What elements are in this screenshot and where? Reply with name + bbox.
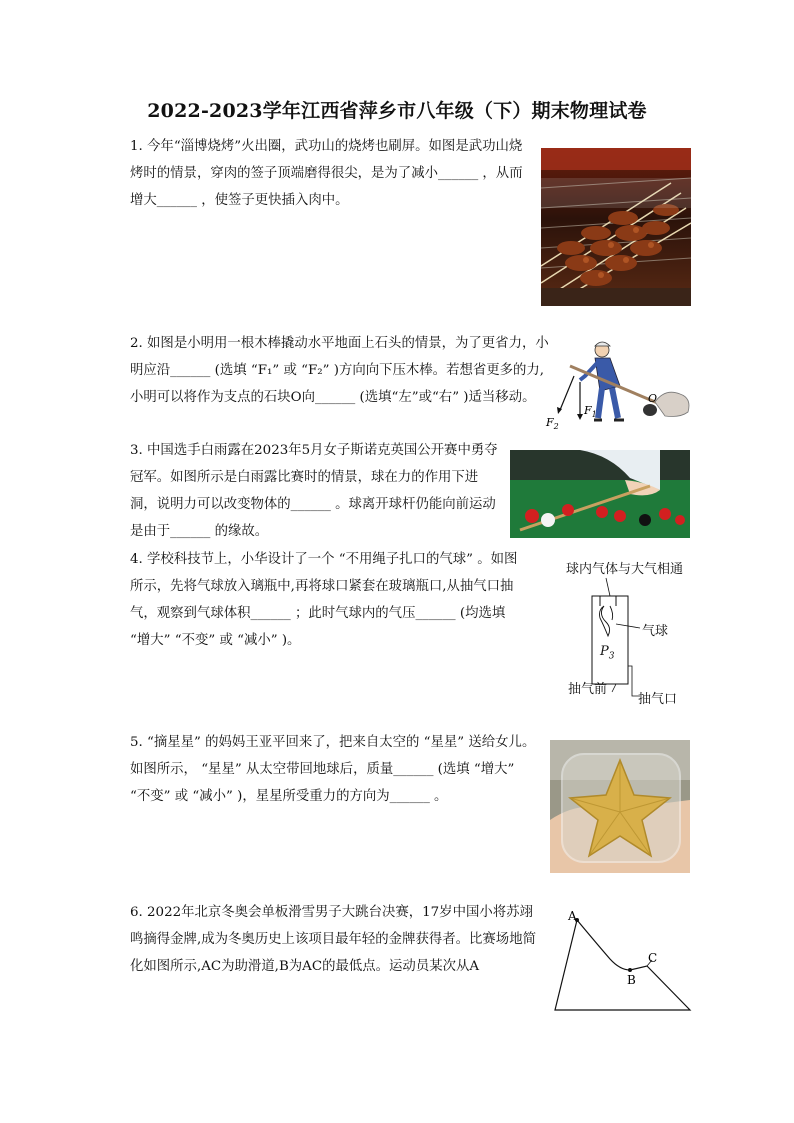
question-3: 3. 中国选手白雨露在2023年5月女子斯诺克英国公开赛中勇夺冠军。如图所示是白雨露比赛时的情景，球在力的作用下进洞，说明力可以改变物体的______ 。球离开球杆仍能向前运动是由于______ 的缘故。 <box>130 443 498 539</box>
pressure-label: $P_3$ <box>600 644 615 662</box>
ramp-figure <box>552 904 697 1014</box>
question-5: 5. “摘星星” 的妈妈王亚平回来了，把来自太空的 “星星” 送给女儿。如图所示， “星星” 从太空带回地球后，质量______ (选填 “增大” “不变” 或 “减小” )，星星所受重力的方向为______ 。 <box>130 735 536 804</box>
question-2: 2. 如图是小明用一根木棒撬动水平地面上石头的情景，为了更省力，小明应沿______ (选填 “F₁” 或 “F₂” )方向向下压木棒。若想省更多的力,小明可以将作为支点的石块O向______ (选填“左”或“右” )适当移动。 <box>130 336 549 405</box>
lever-f1-label: $F_1$ <box>584 404 597 419</box>
lever-f2-label: $F_2$ <box>546 416 559 431</box>
page-title: 2022-2023学年江西省萍乡市八年级（下）期末物理试卷 <box>147 100 647 122</box>
before-pumping-label: 抽气前 <box>568 682 608 697</box>
question-6: 6. 2022年北京冬奥会单板滑雪男子大跳台决赛，17岁中国小将苏翊鸣摘得金牌,成为冬奥历史上该项目最年轻的金牌获得者。比赛场地简化如图所示,AC为助滑道,B为AC的最低点。运动员某次从A <box>130 905 536 974</box>
lever-pivot-label: O <box>648 392 658 405</box>
question-1: 1. 今年“淄博烧烤”火出圈，武功山的烧烤也刷屏。如图是武功山烧烤时的情景，穿肉的签子顶端磨得很尖，是为了减小______ ，从而增大______ ，使签子更快插入肉中。 <box>130 139 523 208</box>
ramp-point-b: B <box>627 973 636 987</box>
question-4: 4. 学校科技节上，小华设计了一个 “不用绳子扎口的气球” 。如图所示，先将气球放入璃瓶中,再将球口紧套在玻璃瓶口,从抽气口抽气，观察到气球体积______ ；此时气球内的气压______ (均选填 “增大” “不变” 或 “减小” )。 <box>130 552 518 648</box>
ramp-point-c: C <box>648 951 658 965</box>
balloon-top-label: 球内气体与大气相通 <box>566 562 684 577</box>
lever-figure <box>540 336 695 436</box>
bbq-photo <box>541 148 691 306</box>
balloon-label: 气球 <box>642 624 669 639</box>
air-outlet-label: 抽气口 <box>638 692 678 707</box>
star-photo <box>550 740 690 873</box>
snooker-photo <box>510 450 690 538</box>
ramp-point-a: A <box>568 909 577 923</box>
balloon-figure <box>560 556 700 706</box>
